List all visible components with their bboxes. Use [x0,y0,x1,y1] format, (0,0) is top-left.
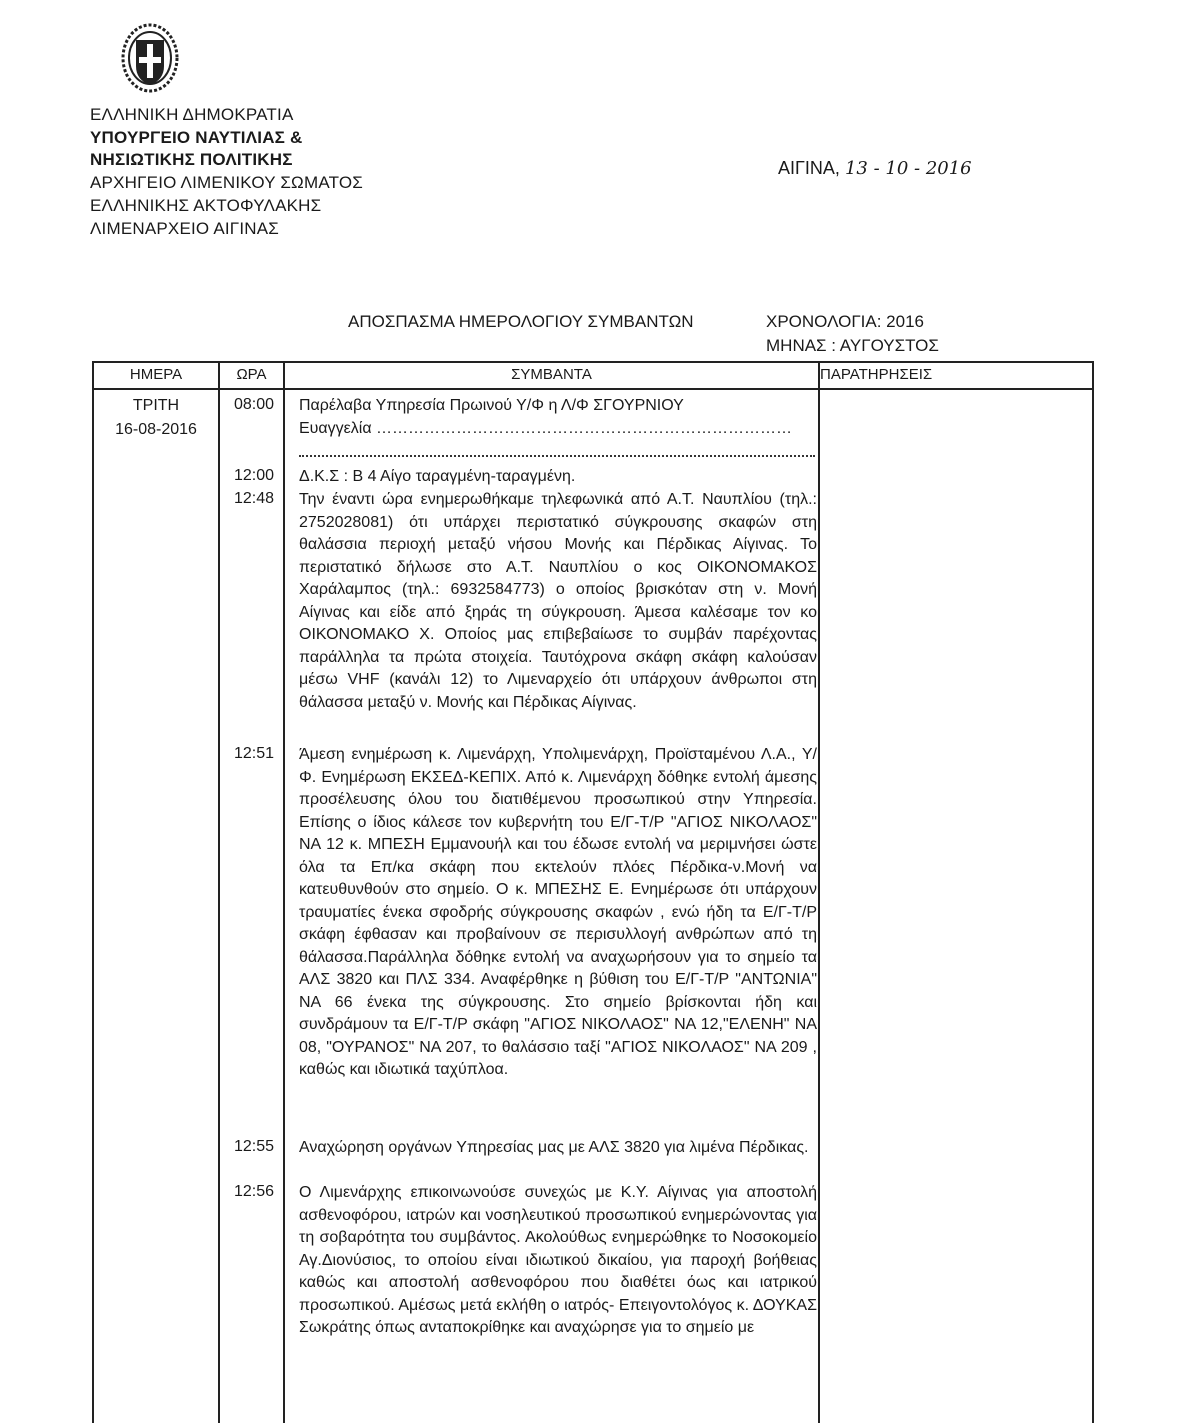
dotted-fill-line [299,455,815,457]
coat-of-arms-emblem [120,22,180,96]
year-label: ΧΡΟΝΟΛΟΓΙΑ: 2016 [766,312,925,331]
event-log-table [92,361,1094,1423]
entry-text: Αναχώρηση οργάνων Υπηρεσίας μας με ΑΛΣ 3820 για λιμένα Πέρδικας. [299,1139,809,1156]
entry-time: 12:48 [233,490,275,507]
column-header-events: ΣΥΜΒΑΝΤΑ [511,366,592,383]
column-divider [283,363,285,1423]
column-divider [218,363,220,1423]
document-title: ΑΠΟΣΠΑΣΜΑ ΗΜΕΡΟΛΟΓΙΟΥ ΣΥΜΒΑΝΤΩΝ [348,312,694,331]
column-header-time: ΩΡΑ [236,366,267,383]
entry-time: 12:00 [233,467,275,484]
entry-text: Παρέλαβα Υπηρεσία Πρωινού Υ/Φ η Λ/Φ ΣΓΟΥΡΝΙΟΥ Ευαγγελία …………………………………………………………………… [299,397,793,437]
place-label: ΑΙΓΙΝΑ, [778,158,840,178]
handwritten-date: 13 - 10 - 2016 [844,158,972,179]
entry-text: Την έναντι ώρα ενημερωθήκαμε τηλεφωνικά από Α.Τ. Ναυπλίου (τηλ.: 2752028081) ότι υπάρχει περιστατικό σύγκρουσης σκαφών στη θαλάσσια περιοχή μεταξύ νήσου Μονής και Πέρδικας Αίγινας. Το περιστατικό δήλωσε στο Α.Τ. Ναυπλίου ο κος ΟΙΚΟΝΟΜΑΚΟΣ Χαράλαμπος (τηλ.: 6932584773) ο οποίος βρισκόταν στη ν. Μονή Αίγινας και είδε από ξηράς τη σύγκρουση. Άμεσα καλέσαμε τον κο ΟΙΚΟΝΟΜΑΚΟ Χ. Οποίος μας επιβεβαίωσε το συμβάν παρέχοντας παράλληλα τα πρώτα στοιχεία. Ταυτόχρονα σκάφη σκάφη καλούσαν μέσω VHF (κανάλι 12) το Λιμεναρχείο ότι υπάρχουν άνθρωποι στη θάλασσα μεταξύ ν. Μονής και Πέρδικας Αίγινας. [299,491,817,711]
place-and-date [778,158,972,179]
header-line-ministry-2: ΝΗΣΙΩΤΙΚΗΣ ΠΟΛΙΤΙΚΗΣ [90,150,293,170]
day-name: ΤΡΙΤΗ [132,397,180,414]
entry-time: 12:51 [233,745,275,762]
entry-time: 12:55 [233,1138,275,1155]
entry-time: 12:56 [233,1183,275,1200]
entry-text: Ο Λιμενάρχης επικοινωνούσε συνεχώς με Κ.Υ. Αίγινας για αποστολή ασθενοφόρου, ιατρών και νοσηλευτικού προσωπικού ενημερώνοντας για τη σοβαρότητα του συμβάντος. Ακολούθως ενημερώθηκε το Νοσοκομείο Αγ.Διονύσιος, το οποίου είναι ιδιωτικού δικαίου, για παροχή βοήθειας καθώς και αποστολή ασθενοφόρου που διαθέτει όως και ιατρικού προσωπικού. Αμέσως μετά εκλήθη ο ιατρός- Επειγοντολόγος κ. ΔΟΥΚΑΣ Σωκράτης όπως ανταποκρίθηκε και αναχώρησε για το σημείο με [299,1184,817,1336]
entry-text: Δ.Κ.Σ : Β 4 Αίγο ταραγμένη-ταραγμένη. [299,468,576,485]
header-line-republic: ΕΛΛΗΝΙΚΗ ΔΗΜΟΚΡΑΤΙΑ [90,105,294,124]
column-header-day: ΗΜΕΡΑ [129,366,183,383]
month-label: ΜΗΝΑΣ : ΑΥΓΟΥΣΤΟΣ [766,336,939,355]
header-line-port-authority: ΛΙΜΕΝΑΡΧΕΙΟ ΑΙΓΙΝΑΣ [90,218,280,238]
entry-text: Άμεση ενημέρωση κ. Λιμενάρχη, Υπολιμενάρχη, Προϊσταμένου Λ.Α., Υ/Φ. Ενημέρωση ΕΚΣΕΔ-ΚΕΠΙΧ. Από κ. Λιμενάρχη δόθηκε εντολή άμεσης προσέλευσης όλου του διατιθέμενου προσωπικού στην Υπηρεσία. Επίσης ο ίδιος κάλεσε τον κυβερνήτη του Ε/Γ-Τ/Ρ "ΑΓΙΟΣ ΝΙΚΟΛΑΟΣ" ΝΑ 12 κ. ΜΠΕΣΗ Εμμανουήλ και του έδωσε εντολή να μεριμνήσει ώστε όλα τα Επ/κα σκάφη που εκτελούν πλόες Πέρδικα-ν.Μονή να κατευθυνθούν στο σημείο. Ο κ. ΜΠΕΣΗΣ Ε. Ενημέρωσε ότι υπάρχουν τραυματίες ένεκα σφοδρής σύγκρουσης σκαφών , ενώ ήδη τα Ε/Γ-Τ/Ρ σκάφη έφθασαν και προβαίνουν σε περισυλλογή ανθρώπων από τη θάλασσα.Παράλληλα δόθηκε εντολή να αναχωρήσουν για το σημείο τα ΑΛΣ 3820 και ΠΛΣ 334. Αναφέρθηκε η βύθιση του Ε/Γ-Τ/Ρ "ΑΝΤΩΝΙΑ" ΝΑ 66 ένεκα της σύγκρουσης. Στο σημείο βρίσκονται ήδη και συνδράμουν τα Ε/Γ-Τ/Ρ σκάφη "ΑΓΙΟΣ ΝΙΚΟΛΑΟΣ" ΝΑ 12,"ΕΛΕΝΗ" ΝΑ 08, "ΟΥΡΑΝΟΣ" ΝΑ 207, το θαλάσσιο ταξί "ΑΓΙΟΣ ΝΙΚΟΛΑΟΣ" ΝΑ 209 , καθώς και ιδιωτικά ταχύπλοα. [299,746,817,1078]
header-line-coast-guard: ΕΛΛΗΝΙΚΗΣ ΑΚΤΟΦΥΛΑΚΗΣ [90,195,322,215]
issuer-header [90,104,363,240]
column-divider [818,363,820,1423]
entry-time: 08:00 [233,396,275,413]
column-header-remarks: ΠΑΡΑΤΗΡΗΣΕΙΣ [820,366,933,383]
header-line-coast-guard-hq: ΑΡΧΗΓΕΙΟ ΛΙΜΕΝΙΚΟΥ ΣΩΜΑΤΟΣ [90,173,364,193]
header-line-ministry: ΥΠΟΥΡΓΕΙΟ ΝΑΥΤΙΛΙΑΣ & [90,127,303,147]
entry-date: 16-08-2016 [115,421,197,438]
header-row-divider [94,388,1092,390]
